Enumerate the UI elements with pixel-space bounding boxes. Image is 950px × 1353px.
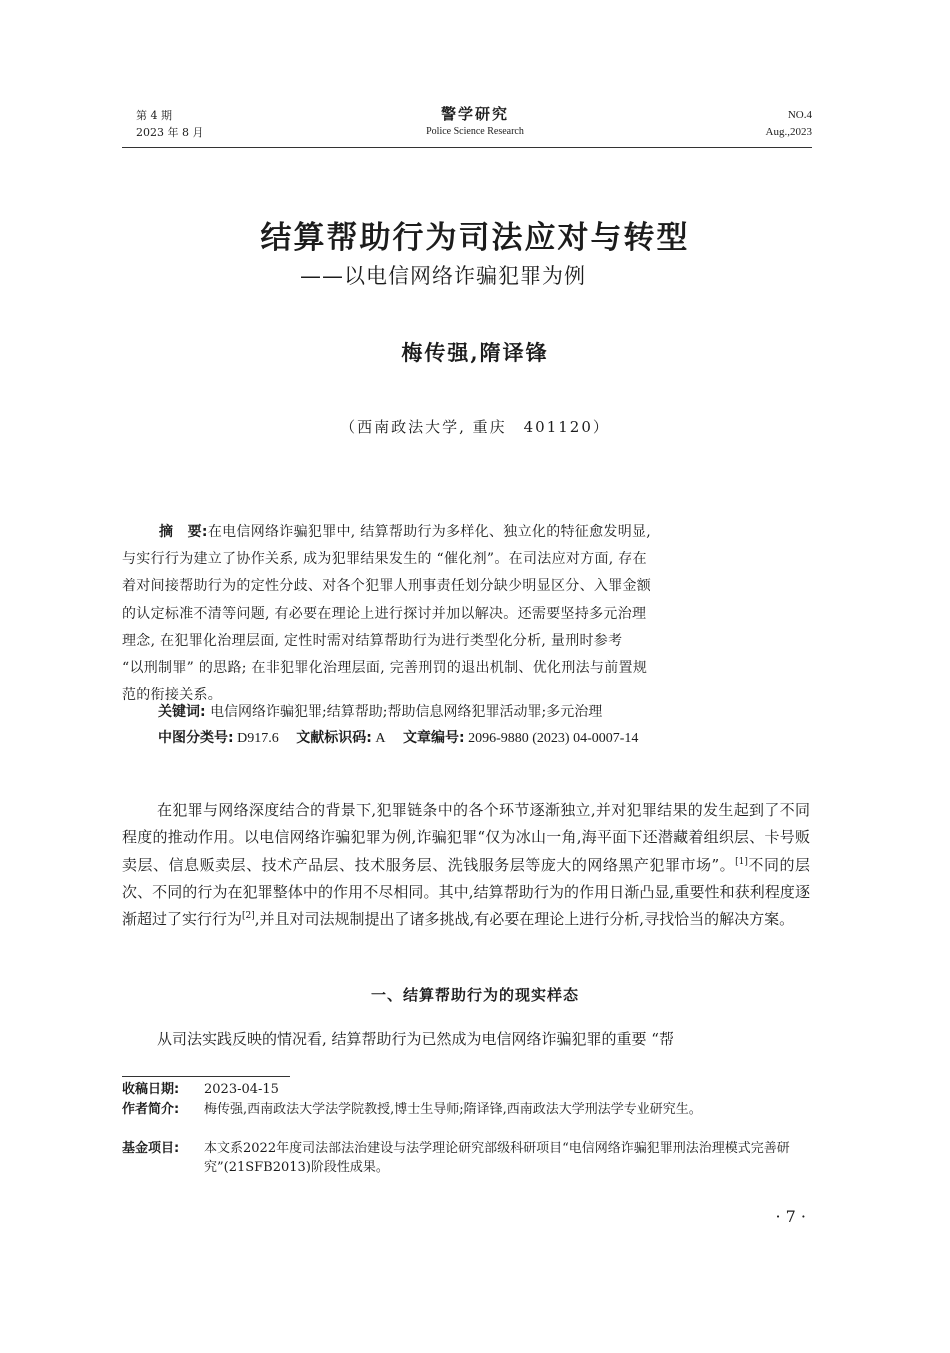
header-divider <box>122 147 812 148</box>
doc-code-value: A <box>375 731 386 746</box>
fund-label: 基金项目: <box>122 1141 180 1156</box>
page-number: · 7 · <box>775 1207 806 1226</box>
abstract-line: 着对间接帮助行为的定性分歧、对各个犯罪人刑事责任划分缺少明显区分、入罪金额 <box>122 578 652 595</box>
abstract-line: 的认定标准不清等问题, 有必要在理论上进行探讨并加以解决。还需要坚持多元治理 <box>122 605 647 622</box>
author-bio-value: 梅传强,西南政法大学法学院教授,博士生导师;隋译锋,西南政法大学刑法学专业研究生。 <box>204 1102 702 1117</box>
article-subtitle: ——以电信网络诈骗犯罪为例 <box>300 264 586 288</box>
abstract-line: 范的衔接关系。 <box>122 687 223 704</box>
abstract-line: 摘 要:在电信网络诈骗犯罪中, 结算帮助行为多样化、独立化的特征愈发明显, <box>159 524 652 540</box>
body-paragraph-1: 在犯罪与网络深度结合的背景下,犯罪链条中的各个环节逐渐独立,并对犯罪结果的发生起到了不同程度的推动作用。以电信网络诈骗犯罪为例,诈骗犯罪“仅为冰山一角,海平面下还潜藏着组织层、卡号贩卖层、信息贩卖层、技术产品层、技术服务层、洗钱服务层等庞大的网络黑产犯罪市场”。[1]不同的层次、不同的行为在犯罪整体中的作用不尽相同。其中,结算帮助行为的作用日渐凸显,重要性和获利程度逐渐超过了实行行为[2],并且对司法规制提出了诸多挑战,有必要在理论上进行分析,寻找恰当的解决方案。 <box>122 801 810 929</box>
footnote-author <box>122 1101 810 1120</box>
article-number-value: 2096-9880 (2023) 04-0007-14 <box>468 731 639 746</box>
clc-label: 中图分类号: <box>158 730 234 746</box>
header-date-cn: 2023 年 8 月 <box>136 126 204 139</box>
citation-ref-1[interactable]: [1] <box>735 856 748 867</box>
received-label: 收稿日期: <box>122 1082 180 1097</box>
header-date-en: Aug.,2023 <box>765 126 812 138</box>
abstract-line: 与实行行为建立了协作关系, 成为犯罪结果发生的 “催化剂”。在司法应对方面, 存在 <box>122 551 647 568</box>
author-bio-label: 作者简介: <box>122 1102 180 1117</box>
article-number-label: 文章编号: <box>402 730 465 746</box>
article-title: 结算帮助行为司法应对与转型 <box>260 220 690 256</box>
section-heading: 一、结算帮助行为的现实样态 <box>370 986 579 1004</box>
received-value: 2023-04-15 <box>204 1082 279 1097</box>
citation-ref-2[interactable]: [2] <box>242 911 255 922</box>
body-paragraph-2: 从司法实践反映的情况看, 结算帮助行为已然成为电信网络诈骗犯罪的重要 “帮 <box>157 1030 674 1048</box>
abstract-line: “以刑制罪” 的思路; 在非犯罪化治理层面, 完善刑罚的退出机制、优化刑法与前置规 <box>122 660 648 677</box>
fund-value: 本文系2022年度司法部法治建设与法学理论研究部级科研项目“电信网络诈骗犯罪刑法治理模式完善研究”(21SFB2013)阶段性成果。 <box>204 1141 790 1175</box>
article-authors: 梅传强,隋译锋 <box>401 340 549 365</box>
abstract <box>122 519 810 709</box>
classification-line <box>158 726 638 751</box>
header-issue-info-en <box>766 107 812 141</box>
author-affiliation: （西南政法大学, 重庆 401120） <box>340 418 610 436</box>
doc-code-label: 文献标识码: <box>296 730 372 746</box>
footnote-received <box>122 1081 810 1100</box>
footnote-fund <box>122 1140 810 1177</box>
header-issue-en: NO.4 <box>787 109 812 121</box>
clc-value: D917.6 <box>237 731 279 746</box>
keywords <box>158 700 602 724</box>
journal-name-en: Police Science Research <box>426 126 524 137</box>
keywords-label: 关键词: <box>158 704 206 720</box>
keywords-value: 电信网络诈骗犯罪;结算帮助;帮助信息网络犯罪活动罪;多元治理 <box>210 704 603 720</box>
abstract-line: 理念, 在犯罪化治理层面, 定性时需对结算帮助行为进行类型化分析, 量刑时参考 <box>122 632 623 649</box>
abstract-label: 摘 要: <box>159 524 208 540</box>
footnote-divider <box>122 1076 290 1077</box>
journal-name-cn: 警学研究 <box>440 105 509 123</box>
header-issue-cn: 第 4 期 <box>136 109 172 122</box>
